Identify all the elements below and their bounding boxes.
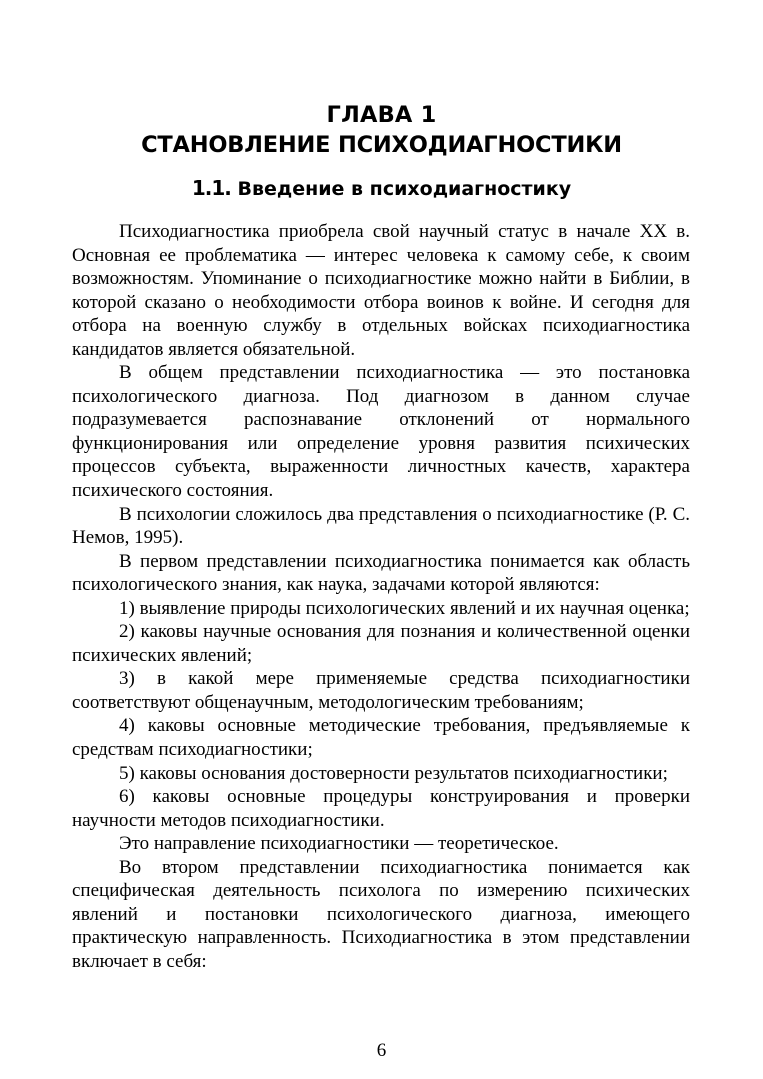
list-item: 6) каковы основные процедуры конструирования и проверки научности методов психодиагностики. (72, 786, 690, 831)
list-item: 3) в какой мере применяемые средства психодиагностики соответствуют общенаучным, методологическим требованиям; (72, 668, 690, 713)
paragraph: Психодиагностика приобрела свой научный статус в начале XX в. Основная ее проблематика — интерес человека к самому себе, к своим возможностям. Упоминание о психодиагностике можно найти в Библии, в которой сказано о необходимости отбора воинов к войне. И сегодня для отбора на военную службу в отдельных войсках психодиагностика кандидатов является обязательной. (72, 221, 690, 360)
chapter-title: СТАНОВЛЕНИЕ ПСИХОДИАГНОСТИКИ (141, 132, 622, 158)
paragraph: Это направление психодиагностики — теоретическое. (119, 833, 559, 855)
section-heading (0, 176, 763, 201)
list-item: 4) каковы основные методические требования, предъявляемые к средствам психодиагностики; (72, 715, 690, 761)
section-number: 1.1. (191, 176, 231, 200)
paragraph: В первом представлении психодиагностика понимается как область психологического знания, как наука, задачами которой являются: (72, 550, 690, 596)
section-title: Введение в психодиагностику (237, 178, 572, 200)
list-item: 5) каковы основания достоверности результатов психодиагностики; (119, 762, 668, 784)
page-number: 6 (376, 1040, 387, 1061)
chapter-label: ГЛАВА 1 (326, 102, 437, 128)
paragraph: В общем представлении психодиагностика — это постановка психологического диагноза. Под диагнозом в данном случае подразумевается распознавание отклонений от нормального функционирования или определение уровня развития психических процессов субъекта, выраженности личностных качеств, характера психического состояния. (72, 362, 690, 502)
paragraph: В психологии сложилось два представления о психодиагностике (Р. С. Немов, 1995). (72, 503, 690, 549)
paragraph: Во втором представлении психодиагностика понимается как специфическая деятельность психолога по измерению психических явлений и постановки психологического диагноза, имеющего практическую направленность. Психодиагностика в этом представлении включает в себя: (72, 856, 690, 972)
list-item: 1) выявление природы психологических явлений и их научная оценка; (119, 597, 690, 619)
body-text (72, 220, 690, 974)
list-item: 2) каковы научные основания для познания и количественной оценки психических явлений; (72, 621, 690, 666)
